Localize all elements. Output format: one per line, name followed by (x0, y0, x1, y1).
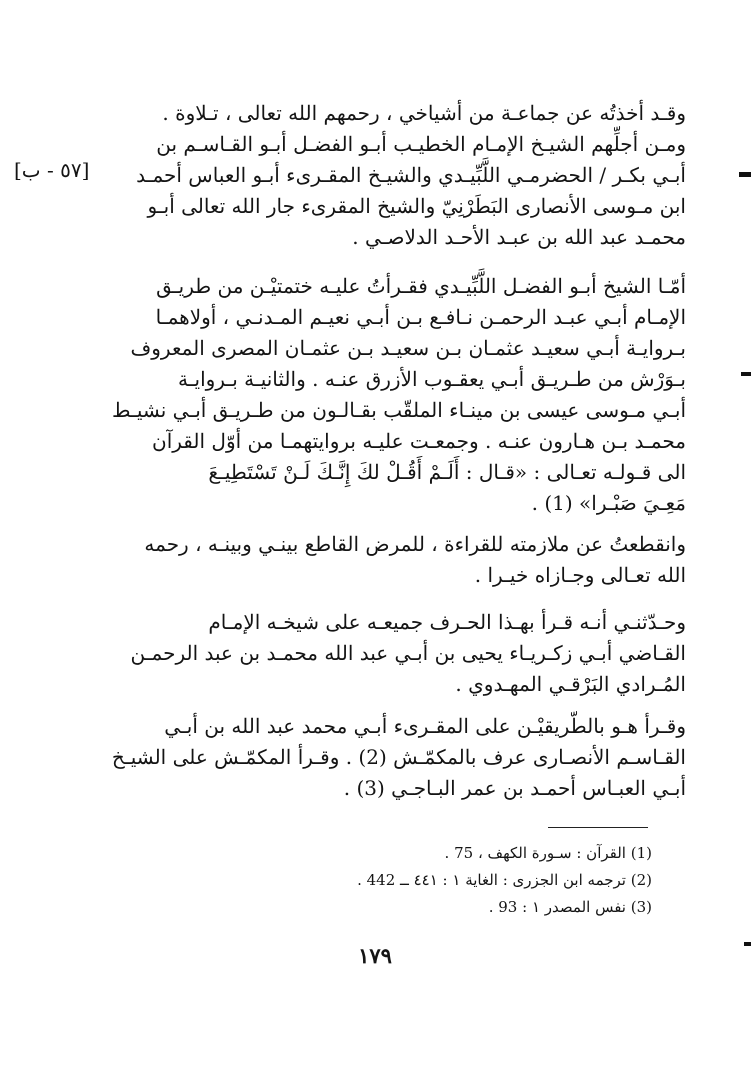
text-line: بـوَرْش من طـريـق أبـي يعقـوب الأزرق عنـه . والثانيـة بـروايـة (177, 367, 686, 391)
text-line: بـروايـة أبـي سعيـد عثمـان بـن سعيـد بـن عثمـان المصرى المعروف (130, 336, 686, 360)
text-line: القـاسـم الأنصـارى عرف بالمكمّـش (2) . وقـرأ المكمّـش على الشيـخ (111, 745, 686, 769)
text-line: الله تعـالى وجـازاه خيـرا . (474, 563, 686, 587)
text-line: وانقطعتُ عن ملازمته للقراءة ، للمرض القاطع بينـي وبينـه ، رحمه (144, 532, 686, 556)
scan-edge-mark (739, 172, 751, 177)
text-line: القـاضي أبـي زكـريـاء يحيى بن أبـي عبد الله محمـد بن عبد الرحمـن (130, 641, 686, 665)
text-line: أبـي مـوسى عيسى بن مينـاء الملقّب بقـالـون من طـريـق أبـي نشيـط (112, 398, 686, 422)
paragraph-chain-2 (98, 711, 686, 804)
text-line: وحـدّثنـي أنـه قـرأ بهـذا الحـرف جميعـه على شيخـه الإمـام (208, 610, 686, 634)
text-line: الإمـام أبـي عبـد الرحمـن نـافـع بـن أبـي نعيـم المـدنـي ، أولاهمـا (155, 305, 686, 329)
paragraph-chain-1 (98, 607, 686, 700)
scan-edge-mark (744, 942, 751, 946)
text-line: محمـد بـن هـارون عنـه . وجمعـت عليـه بروايتهمـا من أوّل القرآن (152, 429, 686, 453)
text-line: أبـي بكـر / الحضرمـي اللَّبِّيـدي والشيـخ المقـرىء أبـو العباس أحمـد (136, 163, 686, 187)
paragraph-interruption (98, 529, 686, 591)
text-line: وقـرأ هـو بالطّريقيْـن على المقـرىء أبـي محمد عبد الله بن أبـي (164, 714, 686, 738)
text-line: وقـد أخذتُه عن جماعـة من أشياخي ، رحمهم الله تعالى ، تـلاوة . (162, 101, 686, 125)
text-line: محمـد عبد الله بن عبـد الأحـد الدلاصـي . (352, 225, 686, 249)
scan-edge-mark (741, 372, 751, 376)
text-line: أبـي العبـاس أحمـد بن عمر البـاجـي (3) . (343, 776, 686, 800)
footnote: (2) ترجمه ابن الجزرى : الغاية ١ : ٤٤١ ــ 442 . (357, 871, 652, 889)
paragraph-teachers (98, 98, 686, 253)
page-number: ١٧٩ (358, 943, 392, 968)
footnote: (3) نفس المصدر ١ : 93 . (488, 898, 652, 916)
text-line: ابن مـوسى الأنصارى البَطَرْنِيّ والشيخ المقرىء جار الله تعالى أبـو (147, 194, 686, 218)
text-line: الى قـولـه تعـالى : «قـال : أَلَـمْ أَقُـلْ لكَ إِنَّـكَ لَـنْ تَسْتَطِيـعَ (208, 460, 686, 484)
footnote: (1) القرآن : سـورة الكهف ، 75 . (444, 844, 652, 862)
margin-folio-note: [٥٧ - ب] (14, 158, 90, 182)
footnote-divider (548, 827, 648, 828)
footnotes (300, 840, 652, 921)
text-line: مَعِـيَ صَبْـرا» (1) . (531, 491, 686, 515)
text-line: ومـن أجلِّهم الشيـخ الإمـام الخطيـب أبـو الفضـل أبـو القـاسـم بن (156, 132, 686, 156)
text-line: أمّـا الشيخ أبـو الفضـل اللَّبِّيـدي فقـرأتُ عليـه ختمتيْـن من طريـق (156, 274, 686, 298)
text-line: المُـرادي البَرْقـي المهـدوي . (455, 672, 686, 696)
paragraph-labidi-readings (98, 271, 686, 519)
